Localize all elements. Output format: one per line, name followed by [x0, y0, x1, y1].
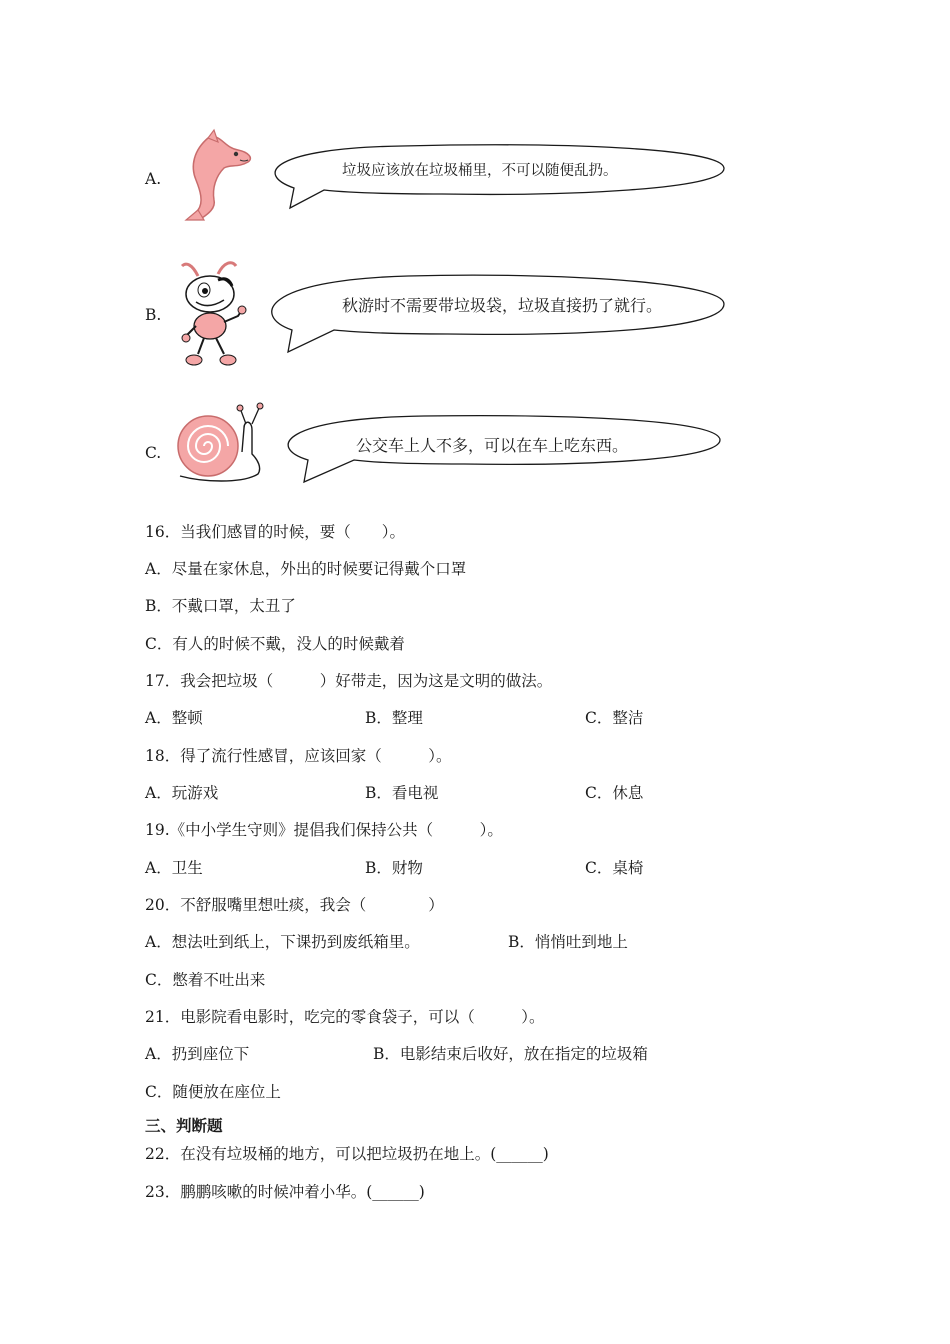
option-a-label: A. — [145, 170, 162, 188]
speech-text-c: 公交车上人不多，可以在车上吃东西。 — [356, 436, 629, 455]
question-20: 20．不舒服嘴里想吐痰，我会（ ） — [145, 896, 444, 914]
q19-option-a[interactable]: A．卫生 — [145, 859, 203, 877]
q20-option-c[interactable]: C．憋着不吐出来 — [145, 971, 266, 989]
question-22[interactable]: 22．在没有垃圾桶的地方，可以把垃圾扔在地上。(______) — [145, 1145, 549, 1163]
q19-option-b[interactable]: B．财物 — [365, 859, 423, 877]
q21-option-a[interactable]: A．扔到座位下 — [145, 1045, 250, 1063]
q21-option-c[interactable]: C．随便放在座位上 — [145, 1083, 281, 1101]
q20-option-b[interactable]: B．悄悄吐到地上 — [508, 933, 628, 951]
question-17: 17．我会把垃圾（ ）好带走，因为这是文明的做法。 — [145, 672, 553, 690]
q16-option-b[interactable]: B．不戴口罩，太丑了 — [145, 597, 296, 615]
snail-icon — [172, 402, 268, 488]
question-18: 18．得了流行性感冒，应该回家（ ）。 — [145, 747, 452, 765]
ant-icon — [172, 258, 252, 374]
speech-text-b: 秋游时不需要带垃圾袋，垃圾直接扔了就行。 — [342, 296, 663, 315]
dolphin-icon — [178, 128, 256, 224]
q19-option-c[interactable]: C．桌椅 — [585, 859, 644, 877]
q18-option-c[interactable]: C．休息 — [585, 784, 644, 802]
q17-option-a[interactable]: A．整顿 — [145, 709, 203, 727]
question-23[interactable]: 23．鹏鹏咳嗽的时候冲着小华。(______) — [145, 1183, 425, 1201]
q16-option-a[interactable]: A．尽量在家休息，外出的时候要记得戴个口罩 — [145, 560, 467, 578]
q17-option-b[interactable]: B．整理 — [365, 709, 423, 727]
q18-option-b[interactable]: B．看电视 — [365, 784, 439, 802]
q21-option-b[interactable]: B．电影结束后收好，放在指定的垃圾箱 — [373, 1045, 648, 1063]
option-b-label: B. — [145, 306, 162, 324]
question-16: 16．当我们感冒的时候，要（ ）。 — [145, 523, 405, 541]
q20-option-a[interactable]: A．想法吐到纸上，下课扔到废纸箱里。 — [145, 933, 420, 951]
question-19: 19.《中小学生守则》提倡我们保持公共（ ）。 — [145, 821, 503, 839]
question-21: 21．电影院看电影时，吃完的零食袋子，可以（ ）。 — [145, 1008, 545, 1026]
q16-option-c[interactable]: C．有人的时候不戴，没人的时候戴着 — [145, 635, 405, 653]
q18-option-a[interactable]: A．玩游戏 — [145, 784, 219, 802]
section-3-title: 三、判断题 — [145, 1116, 223, 1135]
q17-option-c[interactable]: C．整洁 — [585, 709, 644, 727]
option-c-label: C. — [145, 444, 162, 462]
speech-text-a: 垃圾应该放在垃圾桶里，不可以随便乱扔。 — [342, 163, 618, 179]
